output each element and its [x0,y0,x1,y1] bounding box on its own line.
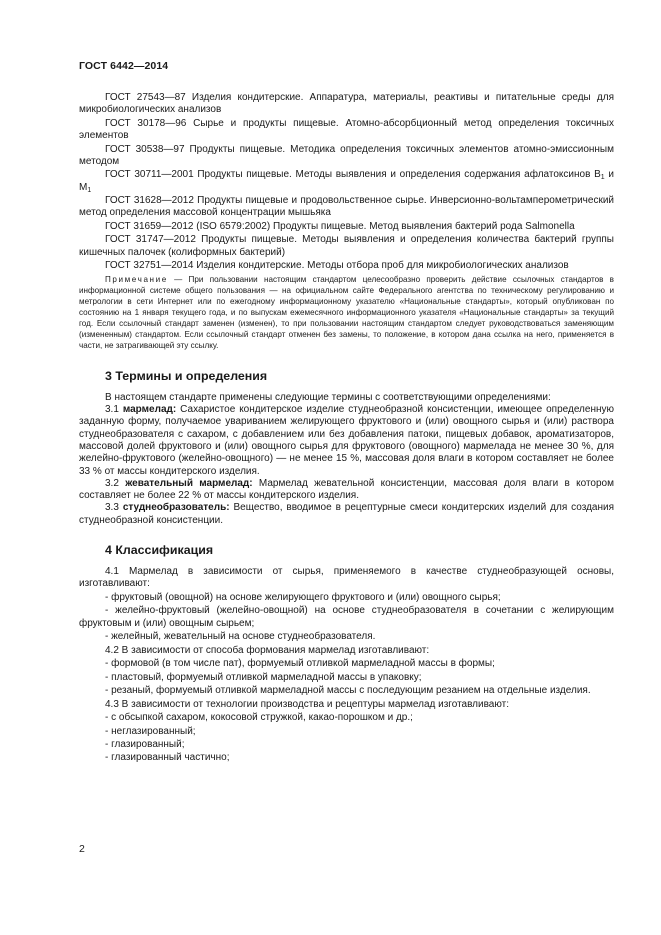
list-item: - резаный, формуемый отливкой мармеладной массы с последующим резанием на отдельные изделия. [105,685,591,697]
section-3-heading: 3 Термины и определения [105,368,268,383]
page-number: 2 [79,843,85,855]
reference-item: ГОСТ 27543—87 Изделия кондитерские. Аппаратура, материалы, реактивы и питательные среды для микробиологических анализов [79,92,614,116]
term-definition [79,478,614,503]
list-item: - с обсыпкой сахаром, кокосовой стружкой, какао-порошком и др.; [105,712,413,724]
list-item: - желейно-фруктовый (желейно-овощной) на основе студнеобразователя в сочетании с желирующим фруктовым и (или) овощным сырьем; [79,605,614,629]
term-text: Сахаристое кондитерское изделие студнеобразной консистенции, имеющее определенную заданную форму, получаемое увариванием желирующего фруктового и (или) овощного сырья и (или) раствора студнеобразователя с сахаром, с добавлением или без добавления патоки, пищевых добавок, ароматизаторов, массовой долей фруктового и (или) овощного сырья для фруктового (овощного) мармелада не менее 30 %, для желейно-фруктового (желейно-овощного) — не менее 15 %, массовая доля влаги в котором составляет не более 33 % от массы кондитерского изделия. [79,404,614,477]
list-item: - глазированный; [105,739,185,750]
clause-4-2: 4.2 В зависимости от способа формования мармелад изготавливают: [105,644,430,656]
clause-4-3: 4.3 В зависимости от технологии производства и рецептуры мармелад изготавливают: [105,698,509,710]
note-label: Примечание [105,275,168,285]
reference-text: ГОСТ 30711—2001 Продукты пищевые. Методы выявления и определения содержания афлатоксинов B [105,169,601,181]
term-number: 3.1 [105,404,123,416]
term-number: 3.3 [105,502,123,514]
note-text: — При пользовании настоящим стандартом целесообразно проверить действие ссылочных стандартов в информационной системе общего пользования — на официальном сайте Федерального агентства по техническому регулированию и метрологии в сети Интернет или по ежегодному информационному указателю «Национальные стандарты», который опубликован по состоянию на 1 января текущего года, и по выпускам ежемесячного информационного указателя «Национальные стандарты» за текущий год. Если ссылочный стандарт заменен (изменен), то при пользовании настоящим стандартом следует руководствоваться заменяющим (измененным) стандартом. Если ссылочный стандарт отменен без замены, то положение, в котором дана ссылка на него, применяется в части, не затрагивающей эту ссылку. [79,275,614,350]
term-definition [79,502,614,527]
reference-item: ГОСТ 31628—2012 Продукты пищевые и продовольственное сырье. Инверсионно-вольтамперометрический метод определения массовой концентрации мышьяка [79,195,614,219]
reference-item: ГОСТ 31747—2012 Продукты пищевые. Методы выявления и определения количества бактерий группы кишечных палочек (колиформных бактерий) [79,234,614,258]
page-body [79,92,614,765]
list-item: - пластовый, формуемый отливкой мармеладной массы в упаковку; [105,671,422,683]
term-name: мармелад: [122,404,177,416]
list-item: - формовой (в том числе пат), формуемый отливкой мармеладной массы в формы; [105,658,495,670]
term-text: Мармелад жевательной консистенции, массовая доля влаги в котором составляет не более 22 % от массы кондитерского изделия. [79,477,614,502]
term-name: жевательный мармелад: [125,477,253,489]
section-3-intro: В настоящем стандарте применены следующие термины с соответствующими определениями: [105,391,551,403]
list-item: - фруктовый (овощной) на основе желирующего фруктового и (или) овощного сырья; [105,591,501,603]
term-definition [79,404,614,478]
list-item: - глазированный частично; [105,752,230,764]
section-4-heading: 4 Классификация [105,543,214,558]
clause-4-1: 4.1 Мармелад в зависимости от сырья, применяемого в качестве студнеобразующей основы, изготавливают: [79,566,614,590]
list-item: - неглазированный; [105,725,196,737]
subscript: 1 [600,174,605,182]
term-name: студнеобразователь: [122,502,230,514]
reference-item: ГОСТ 32751—2014 Изделия кондитерские. Методы отбора проб для микробиологических анализов [105,260,569,272]
reference-item: ГОСТ 31659—2012 (ISO 6579:2002) Продукты пищевые. Метод выявления бактерий рода Salmonella [105,220,575,232]
document-header: ГОСТ 6442—2014 [79,60,169,72]
reference-item-aflatoxin [79,169,614,194]
term-number: 3.2 [105,477,126,489]
reference-text: и M [79,169,614,193]
term-text: Вещество, вводимое в рецептурные смеси кондитерских изделий для создания студнеобразной консистенции. [79,502,614,526]
reference-item: ГОСТ 30178—96 Сырье и продукты пищевые. Атомно-абсорбционный метод определения токсичных элементов [79,117,614,142]
reference-item: ГОСТ 30538—97 Продукты пищевые. Методика определения токсичных элементов атомно-эмиссионным методом [79,143,614,167]
list-item: - желейный, жевательный на основе студнеобразователя. [105,631,376,643]
note-paragraph [79,275,614,351]
subscript: 1 [87,186,92,194]
